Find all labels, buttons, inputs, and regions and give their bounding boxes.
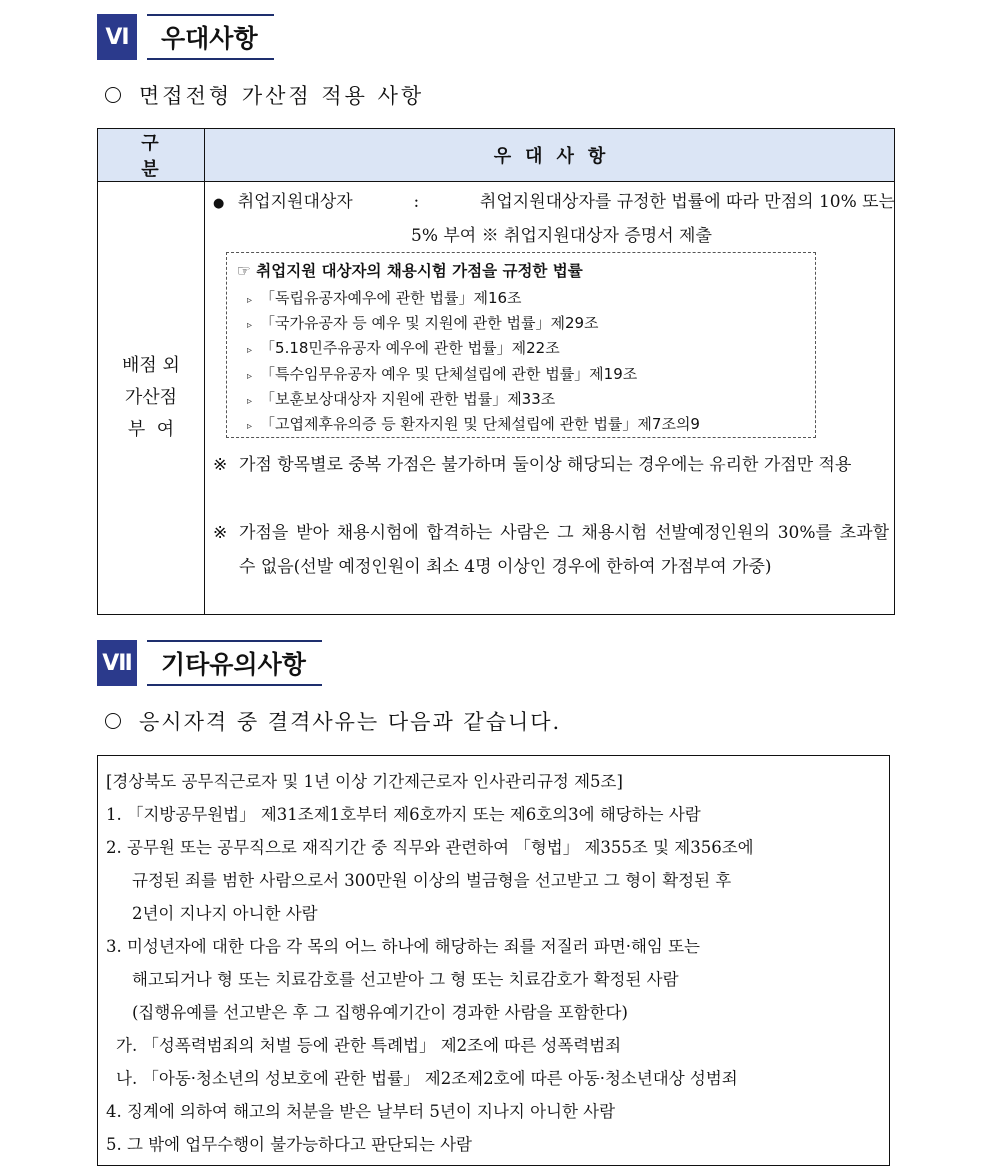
note-1-text: 가점 항목별로 중복 가점은 불가하며 둘이상 해당되는 경우에는 유리한 가점만 적용: [239, 455, 852, 475]
section-6-subheading-text: 면접전형 가산점 적용 사항: [139, 84, 425, 108]
disqualification-box: [97, 755, 890, 1166]
bullet-text: 취업지원대상자를 규정한 법률에 따라 만점의 10% 또는: [479, 192, 895, 212]
list-item: 1. 「지방공무원법」 제31조제1호부터 제6호까지 또는 제6호의3에 해당하는 사람: [106, 805, 701, 824]
list-item-cont: 규정된 죄를 범한 사람으로서 300만원 이상의 벌금형을 선고받고 그 형이 확정된 후: [132, 871, 732, 890]
law-box-title: ☞ 취업지원 대상자의 채용시험 가점을 규정한 법률: [237, 262, 583, 280]
section-6-number: Ⅵ: [97, 14, 137, 60]
bullet-icon: ●: [213, 196, 225, 211]
section-7-title: 기타유의사항: [147, 640, 322, 686]
reference-mark-icon: ※: [213, 455, 228, 475]
reference-mark-icon: ※: [213, 523, 228, 543]
bullet-item: [213, 186, 895, 253]
list-item-cont: (집행유예를 선고받은 후 그 집행유예기간이 경과한 사람을 포함한다): [132, 1003, 628, 1022]
list-item: ▹ 「국가유공자 등 예우 및 지원에 관한 법률」제29조: [247, 314, 599, 333]
list-subitem: 가. 「성폭력범죄의 처벌 등에 관한 특례법」 제2조에 따른 성폭력범죄: [116, 1036, 622, 1055]
table-row: [98, 182, 895, 615]
list-subitem: 나. 「아동·청소년의 성보호에 관한 법률」 제2조제2호에 따른 아동·청소년대상 성범죄: [116, 1069, 738, 1088]
bullet-text-cont: 5% 부여 ※ 취업지원대상자 증명서 제출: [411, 226, 712, 246]
triangle-icon: ▹: [247, 320, 253, 332]
row-label-line: 가산점: [124, 387, 178, 408]
note-1: [213, 448, 889, 482]
list-item: ▹ 「고엽제후유의증 등 환자지원 및 단체설립에 관한 법률」제7조의9: [247, 415, 700, 434]
triangle-icon: ▹: [247, 395, 253, 407]
section-6-subheading: [105, 80, 424, 110]
list-item: ▹ 「독립유공자예우에 관한 법률」제16조: [247, 289, 522, 307]
row-label-line: 배점 외: [122, 355, 180, 376]
list-item: 3. 미성년자에 대한 다음 각 목의 어느 하나에 해당하는 죄를 저질러 파면·해임 또는: [106, 937, 700, 956]
list-item: 5. 그 밖에 업무수행이 불가능하다고 판단되는 사람: [106, 1135, 472, 1154]
section-7-subheading-text: 응시자격 중 결격사유는 다음과 같습니다.: [139, 710, 562, 734]
row-label: [98, 182, 205, 615]
header-category: 구 분: [98, 129, 205, 182]
row-content: [205, 182, 895, 615]
row-label-line: 부 여: [127, 419, 175, 440]
list-item: 4. 징계에 의하여 해고의 처분을 받은 날부터 5년이 지나지 아니한 사람: [106, 1102, 616, 1121]
section-7-header: [97, 640, 322, 686]
triangle-icon: ▹: [247, 370, 253, 382]
list-item-cont: 해고되거나 형 또는 치료감호를 선고받아 그 형 또는 치료감호가 확정된 사람: [132, 970, 679, 989]
list-item: ▹ 「특수임무유공자 예우 및 단체설립에 관한 법률」제19조: [247, 364, 638, 383]
bullet-colon: :: [413, 192, 420, 212]
list-item: 2. 공무원 또는 공무직으로 재직기간 중 직무와 관련하여 「형법」 제355조 및 제356조에: [106, 838, 754, 857]
section-7-subheading: [105, 706, 561, 736]
list-item: ▹ 「보훈보상대상자 지원에 관한 법률」제33조: [247, 389, 556, 408]
note-2: [213, 516, 889, 584]
law-list: [247, 287, 700, 438]
header-preference: 우대사항: [205, 129, 895, 182]
section-6-header: [97, 14, 274, 60]
table-header-row: [98, 129, 895, 182]
circle-bullet-icon: [105, 713, 121, 729]
section-7-number: Ⅶ: [97, 640, 137, 686]
list-item-cont: 2년이 지나지 아니한 사람: [132, 904, 318, 923]
triangle-icon: ▹: [247, 345, 253, 357]
note-2-text: 가점을 받아 채용시험에 합격하는 사람은 그 채용시험 선발예정인원의 30%를 초과할 수 없음(선발 예정인원이 최소 4명 이상인 경우에 한하여 가점부여 가중): [239, 523, 889, 577]
triangle-icon: ▹: [247, 421, 253, 433]
box-line-title: [경상북도 공무직근로자 및 1년 이상 기간제근로자 인사관리규정 제5조]: [106, 772, 623, 791]
list-item: ▹ 「5.18민주유공자 예우에 관한 법률」제22조: [247, 339, 560, 358]
circle-bullet-icon: [105, 87, 121, 103]
bullet-label: 취업지원대상자: [237, 192, 353, 212]
law-box: [226, 252, 816, 438]
section-6-title: 우대사항: [147, 14, 274, 60]
triangle-icon: ▹: [247, 295, 253, 306]
preference-table: [97, 128, 895, 615]
